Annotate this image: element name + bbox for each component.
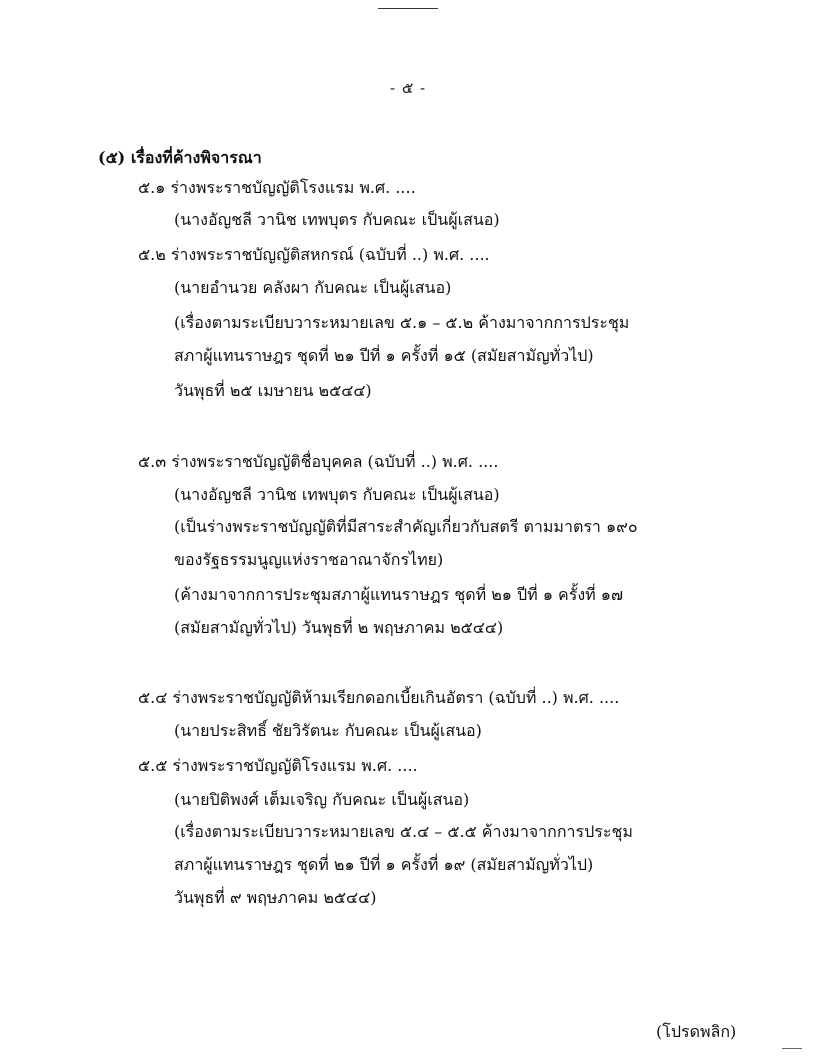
item-line: วันพุธที่ ๒๕ เมษายน ๒๕๔๔) (174, 381, 372, 400)
item-line: (นายประสิทธิ์ ชัยวิรัตนะ กับคณะ เป็นผู้เสนอ) (174, 721, 482, 740)
item-line: (เป็นร่างพระราชบัญญัติที่มีสาระสำคัญเกี่ยวกับสตรี ตามมาตรา ๑๙๐ (174, 517, 638, 536)
page-number: - ๕ - (389, 79, 427, 97)
item-line: สภาผู้แทนราษฎร ชุดที่ ๒๑ ปีที่ ๑ ครั้งที่ ๑๙ (สมัยสามัญทั่วไป) (174, 855, 594, 874)
item-line: (เรื่องตามระเบียบวาระหมายเลข ๕.๔ – ๕.๕ ค้างมาจากการประชุม (174, 822, 633, 841)
section-heading: (๕) เรื่องที่ค้างพิจารณา (98, 148, 262, 167)
item-line: (นายปิติพงศ์ เต็มเจริญ กับคณะ เป็นผู้เสนอ) (174, 790, 470, 809)
item-line: (ค้างมาจากการประชุมสภาผู้แทนราษฎร ชุดที่ ๒๑ ปีที่ ๑ ครั้งที่ ๑๗ (174, 585, 623, 604)
item-title: ๕.๑ ร่างพระราชบัญญัติโรงแรม พ.ศ. .... (138, 178, 416, 197)
corner-mark (782, 1048, 802, 1049)
item-line: (นายอำนวย คลังผา กับคณะ เป็นผู้เสนอ) (174, 278, 452, 297)
top-rule (378, 8, 438, 9)
please-turn-over-note: (โปรดพลิก) (656, 1022, 737, 1041)
item-line: วันพุธที่ ๙ พฤษภาคม ๒๕๔๔) (174, 888, 377, 907)
item-title: ๕.๔ ร่างพระราชบัญญัติห้ามเรียกดอกเบี้ยเกินอัตรา (ฉบับที่ ..) พ.ศ. .... (138, 688, 620, 707)
item-line: สภาผู้แทนราษฎร ชุดที่ ๒๑ ปีที่ ๑ ครั้งที่ ๑๕ (สมัยสามัญทั่วไป) (174, 346, 594, 365)
item-line: (สมัยสามัญทั่วไป) วันพุธที่ ๒ พฤษภาคม ๒๕๔๔) (174, 618, 504, 637)
item-line: (นางอัญชลี วานิช เทพบุตร กับคณะ เป็นผู้เสนอ) (174, 210, 500, 229)
item-line: (เรื่องตามระเบียบวาระหมายเลข ๕.๑ – ๕.๒ ค้างมาจากการประชุม (174, 313, 630, 332)
item-title: ๕.๓ ร่างพระราชบัญญัติชื่อบุคคล (ฉบับที่ ..) พ.ศ. .... (138, 452, 499, 471)
item-title: ๕.๒ ร่างพระราชบัญญัติสหกรณ์ (ฉบับที่ ..) พ.ศ. .... (138, 245, 490, 264)
item-line: (นางอัญชลี วานิช เทพบุตร กับคณะ เป็นผู้เสนอ) (174, 485, 500, 504)
item-line: ของรัฐธรรมนูญแห่งราชอาณาจักรไทย) (174, 550, 444, 569)
item-title: ๕.๕ ร่างพระราชบัญญัติโรงแรม พ.ศ. .... (138, 756, 418, 775)
